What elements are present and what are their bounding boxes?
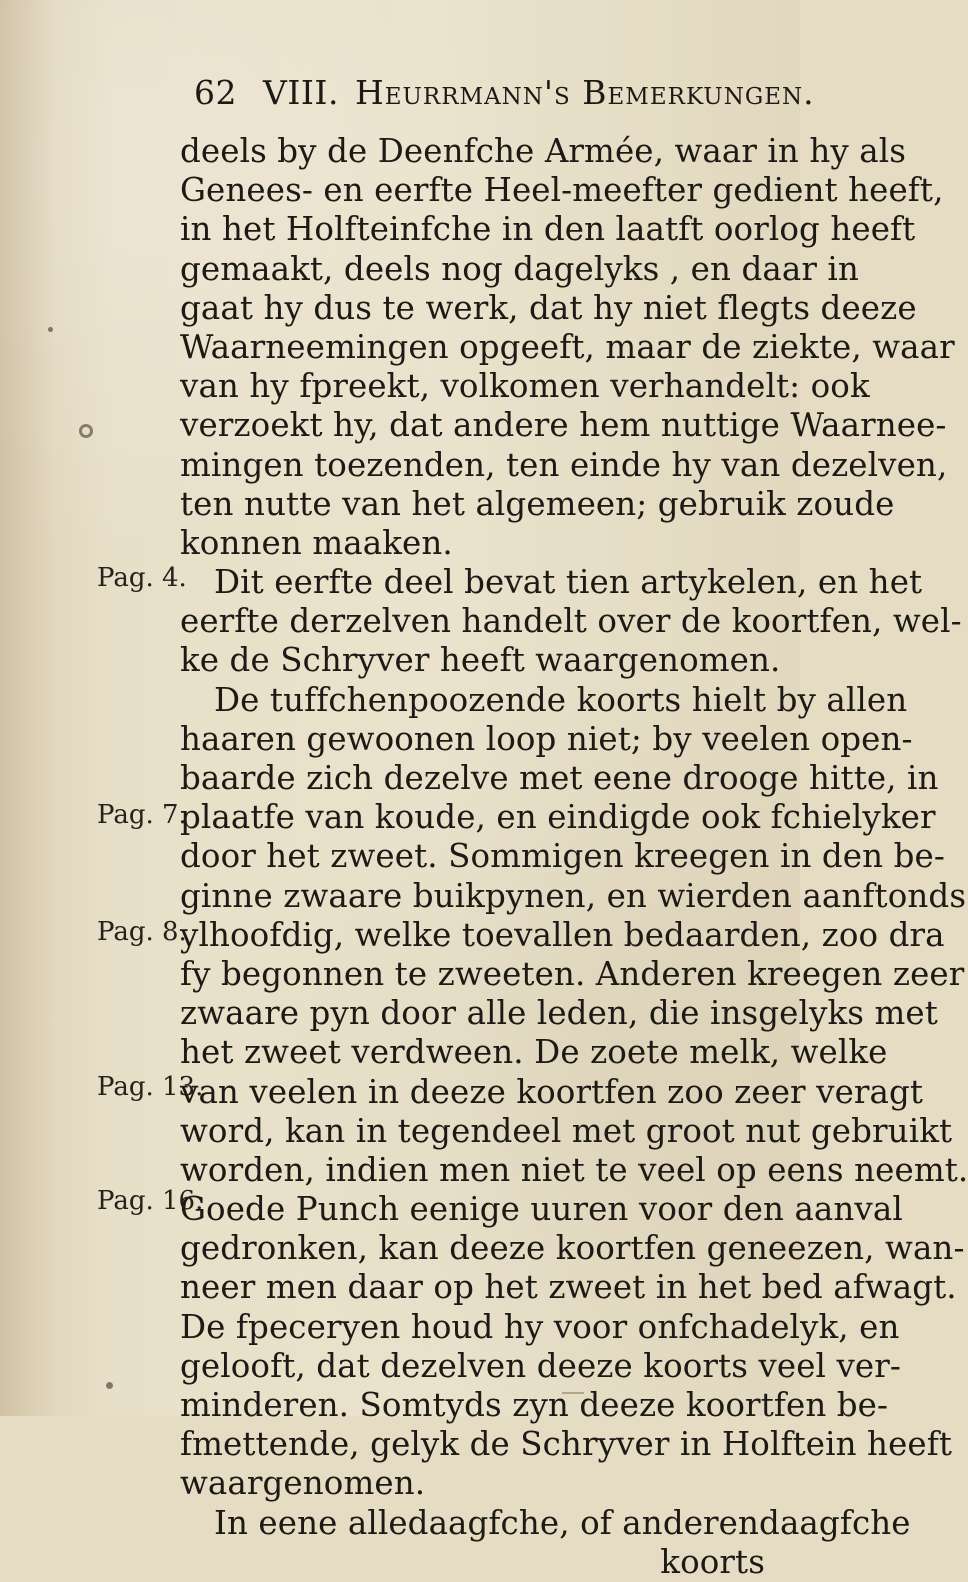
margin-note: Pag. 16. (97, 1186, 204, 1216)
text-line: haaren gewoonen loop niet; by veelen open- (180, 719, 913, 758)
text-line: zwaare pyn door alle leden, die insgelyks met (180, 994, 938, 1033)
text-line: word, kan in tegendeel met groot nut gebruikt (180, 1111, 953, 1150)
text-line: baarde zich dezelve met eene drooge hitte, in (180, 759, 939, 797)
text-line: worden, indien men niet te veel op eens neemt. (180, 1150, 968, 1189)
text-line: waargenomen. (180, 1464, 426, 1503)
text-line: ginne zwaare buikpynen, en wierden aanftonds (180, 876, 967, 915)
paper-spot (79, 424, 93, 438)
page-edge-shadow (0, 0, 54, 1416)
text-line: Dit eerfte deel bevat tien artykelen, en het (214, 563, 923, 602)
margin-note: Pag. 7. (97, 800, 187, 830)
text-line: konnen maaken. (180, 523, 453, 562)
text-line: In eene alledaagfche, of anderendaagfche (214, 1503, 911, 1542)
margin-note: Pag. 13. (97, 1072, 204, 1102)
text-line: Goede Punch eenige uuren voor den aanval (180, 1190, 903, 1229)
text-line: ylhoofdig, welke toevallen bedaarden, zoo dra (180, 915, 945, 954)
text-line: van veelen in deeze koortfen zoo zeer veragt (180, 1072, 924, 1111)
text-line: door het zweet. Sommigen kreegen in den be- (180, 837, 945, 876)
chapter-number: VIII. (263, 73, 339, 112)
text-line: De tuffchenpoozende koorts hielt by allen (214, 680, 908, 719)
text-line: Genees- en eerfte Heel-meefter gedient heeft, (180, 171, 944, 210)
text-line: neer men daar op het zweet in het bed afwagt. (180, 1268, 957, 1307)
paper-spot (48, 327, 53, 332)
text-line: mingen toezenden, ten einde hy van dezelven, (180, 445, 948, 484)
text-line: verzoekt hy, dat andere hem nuttige Waarnee- (180, 406, 947, 445)
text-line: eerfte derzelven handelt over de koortfen, wel- (180, 602, 962, 641)
text-line: gemaakt, deels nog dagelyks , en daar in (180, 249, 859, 288)
text-line: deels by de Deenfche Armée, waar in hy als (180, 132, 907, 170)
text-line: van hy fpreekt, volkomen verhandelt: ook (180, 367, 870, 406)
text-line: fmettende, gelyk de Schryver in Holftein heeft (180, 1425, 953, 1464)
margin-note: Pag. 4. (97, 563, 187, 593)
text-line: minderen. Somtyds zyn deeze koortfen be- (180, 1386, 889, 1424)
body-text (180, 132, 968, 1582)
text-line: fy begonnen te zweeten. Anderen kreegen zeer (180, 954, 965, 993)
text-line: het zweet verdween. De zoete melk, welke (180, 1033, 888, 1072)
paper-spot (106, 1382, 113, 1389)
text-line: plaatfe van koude, en eindigde ook fchielyker (180, 798, 936, 837)
ink-mark (562, 1392, 584, 1394)
text-line: Waarneemingen opgeeft, maar de ziekte, waar (180, 327, 955, 366)
running-header (194, 73, 815, 112)
text-line: De fpeceryen houd hy voor onfchadelyk, en (180, 1307, 900, 1346)
text-line: gelooft, dat dezelven deeze koorts veel ver- (180, 1346, 901, 1385)
catchword: koorts (660, 1542, 765, 1581)
text-line: ke de Schryver heeft waargenomen. (180, 641, 781, 680)
text-line: in het Holfteinfche in den laatft oorlog heeft (180, 210, 916, 249)
text-line: ten nutte van het algemeen; gebruik zoude (180, 484, 895, 523)
margin-note: Pag. 8. (97, 917, 187, 947)
text-line: gedronken, kan deeze koortfen geneezen, wan- (180, 1229, 965, 1268)
running-title: Heurrmann's Bemerkungen. (354, 73, 815, 112)
page-number: 62 (194, 73, 237, 112)
text-line: gaat hy dus te werk, dat hy niet flegts deeze (180, 288, 917, 327)
